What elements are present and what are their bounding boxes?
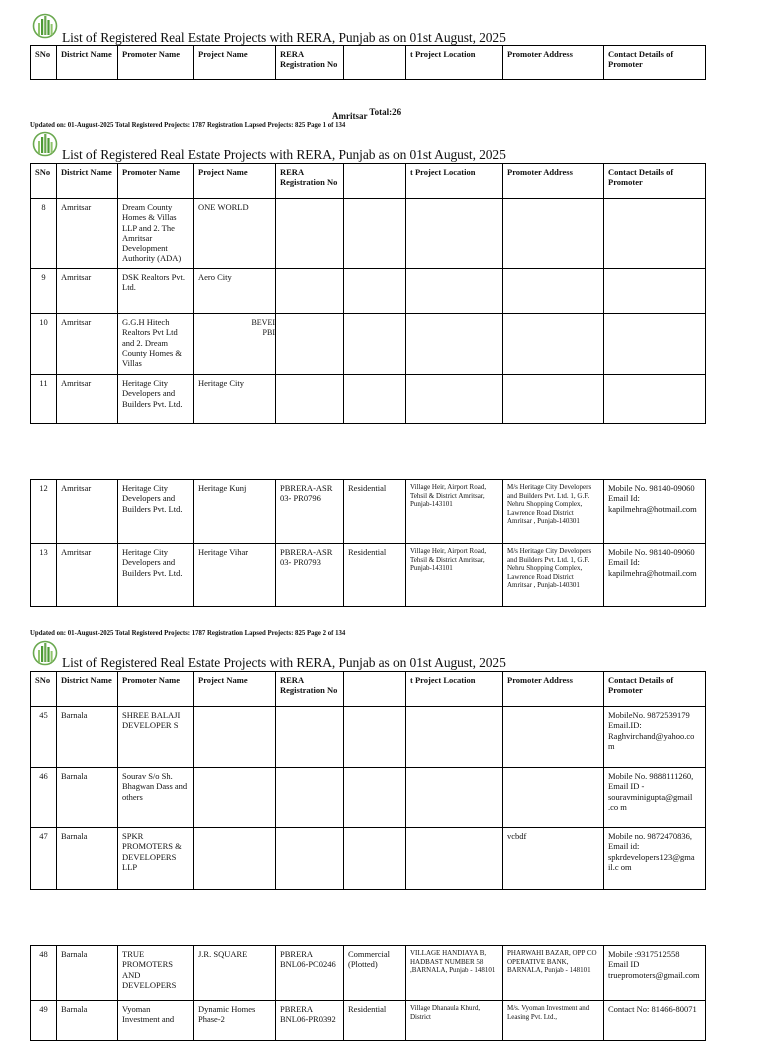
cell-rera (276, 707, 344, 768)
rera-logo-icon (32, 13, 58, 43)
col-district: District Name (57, 164, 118, 199)
cell-location (406, 707, 503, 768)
cell-project: Heritage City (194, 375, 276, 424)
col-rera: RERA Registration No (276, 164, 344, 199)
cell-rera (276, 269, 344, 314)
page-footer-1: Updated on: 01-August-2025 Total Registered Projects: 1787 Registration Lapsed Projects: 825 Page 1 of 134 (30, 122, 346, 129)
cell-address: vcbdf (503, 828, 604, 890)
cell-promoter: TRUE PROMOTERS AND DEVELOPERS (118, 946, 194, 1001)
total-label: Total:26 (369, 107, 402, 117)
cell-contact (604, 199, 706, 269)
cell-address: M/s. Vyoman Investment and Leasing Pvt. Ltd., (503, 1001, 604, 1041)
cell-rera: PBRERA-ASR 03- PR0796 (276, 480, 344, 544)
cell-project (194, 314, 276, 375)
col-project: Project Name (194, 672, 276, 707)
col-sno: SNo (31, 672, 57, 707)
cell-project (194, 768, 276, 828)
cell-sno: 45 (31, 707, 57, 768)
cell-contact (604, 314, 706, 375)
cell-promoter: Dream County Homes & Villas LLP and 2. The Amritsar Development Authority (ADA) (118, 199, 194, 269)
table-row (31, 199, 706, 269)
col-district: District Name (57, 46, 118, 80)
cell-rera (276, 828, 344, 890)
cell-project: Aero City (194, 269, 276, 314)
cell-sno: 11 (31, 375, 57, 424)
cell-contact: Mobile No. 98140-09060 Email Id: kapilmehra@hotmail.com (604, 480, 706, 544)
cell-type (344, 269, 406, 314)
page-title: List of Registered Real Estate Projects with RERA, Punjab as on 01st August, 2025 (62, 30, 506, 45)
cell-promoter: Heritage City Developers and Builders Pvt. Ltd. (118, 375, 194, 424)
col-contact: Contact Details of Promoter (604, 46, 706, 80)
cell-type: Residential (344, 544, 406, 607)
rera-logo-icon (32, 640, 58, 670)
col-type (344, 46, 406, 80)
col-rera: RERA Registration No (276, 672, 344, 707)
cell-district: Barnala (57, 707, 118, 768)
cell-district: Barnala (57, 946, 118, 1001)
table-row (31, 707, 706, 768)
cell-project: Dynamic Homes Phase-2 (194, 1001, 276, 1041)
cell-location (406, 375, 503, 424)
table-row (31, 375, 706, 424)
cell-location (406, 768, 503, 828)
fragment-line-1: BEVEI (251, 318, 275, 327)
cell-address (503, 314, 604, 375)
col-type (344, 164, 406, 199)
projects-table-4 (30, 671, 706, 890)
cell-sno: 48 (31, 946, 57, 1001)
cell-promoter: DSK Realtors Pvt. Ltd. (118, 269, 194, 314)
col-promoter: Promoter Name (118, 164, 194, 199)
cell-sno: 49 (31, 1001, 57, 1041)
cell-district: Amritsar (57, 269, 118, 314)
cell-rera: PBRERA BNL06-PR0392 (276, 1001, 344, 1041)
cell-contact (604, 269, 706, 314)
col-rera: RERA Registration No (276, 46, 344, 80)
cell-rera: PBRERA-ASR 03- PR0793 (276, 544, 344, 607)
cell-location: Village Heir, Airport Road, Tehsil & District Amritsar, Punjab-143101 (406, 544, 503, 607)
cell-project: Heritage Vihar (194, 544, 276, 607)
cell-address (503, 768, 604, 828)
cell-sno: 12 (31, 480, 57, 544)
rera-logo-icon (32, 131, 58, 161)
col-contact: Contact Details of Promoter (604, 672, 706, 707)
cell-project: Heritage Kunj (194, 480, 276, 544)
cell-contact: Mobile no. 9872470836, Email id: spkrdevelopers123@gma il.c om (604, 828, 706, 890)
table-row (31, 946, 706, 1001)
cell-address (503, 707, 604, 768)
col-promoter: Promoter Name (118, 46, 194, 80)
table-row (31, 828, 706, 890)
col-contact: Contact Details of Promoter (604, 164, 706, 199)
cell-district: Barnala (57, 768, 118, 828)
cell-promoter: Heritage City Developers and Builders Pvt. Ltd. (118, 544, 194, 607)
cell-district: Amritsar (57, 314, 118, 375)
page-title: List of Registered Real Estate Projects with RERA, Punjab as on 01st August, 2025 (62, 655, 506, 670)
cell-contact: Mobile No. 98140-09060 Email Id: kapilmehra@hotmail.com (604, 544, 706, 607)
col-sno: SNo (31, 164, 57, 199)
cell-project (194, 828, 276, 890)
cell-promoter: G.G.H Hitech Realtors Pvt Ltd and 2. Dream County Homes & Villas (118, 314, 194, 375)
cell-address (503, 375, 604, 424)
cell-type: Commercial (Plotted) (344, 946, 406, 1001)
cell-location (406, 314, 503, 375)
cell-address: M/s Heritage City Developers and Builders Pvt. Ltd. 1, G.F. Nehru Shopping Complex, Lawrence Road District Amritsar , Punjab-140301 (503, 480, 604, 544)
col-sno: SNo (31, 46, 57, 80)
table-row (31, 314, 706, 375)
cell-rera (276, 375, 344, 424)
col-location: t Project Location (406, 164, 503, 199)
cell-contact: Mobile No. 9888111260, Email ID - souravminigupta@gmail .co m (604, 768, 706, 828)
col-district: District Name (57, 672, 118, 707)
col-location: t Project Location (406, 46, 503, 80)
cell-promoter: SPKR PROMOTERS & DEVELOPERS LLP (118, 828, 194, 890)
cell-type (344, 707, 406, 768)
col-project: Project Name (194, 164, 276, 199)
cell-promoter: SHREE BALAJI DEVELOPER S (118, 707, 194, 768)
cell-district: Amritsar (57, 480, 118, 544)
cell-type: Residential (344, 480, 406, 544)
col-address: Promoter Address (503, 164, 604, 199)
cut-project-name (251, 318, 275, 338)
cell-rera: PBRERA BNL06-PC0246 (276, 946, 344, 1001)
cell-project: ONE WORLD (194, 199, 276, 269)
cell-sno: 8 (31, 199, 57, 269)
cell-type: Residential (344, 1001, 406, 1041)
page-footer-2: Updated on: 01-August-2025 Total Registered Projects: 1787 Registration Lapsed Projects: 825 Page 2 of 134 (30, 630, 346, 637)
cell-contact: Mobile :9317512558 Email ID truepromoters@gmail.com (604, 946, 706, 1001)
cell-district: Amritsar (57, 199, 118, 269)
cell-district: Barnala (57, 828, 118, 890)
col-project: Project Name (194, 46, 276, 80)
col-location: t Project Location (406, 672, 503, 707)
cell-location: VILLAGE HANDIAYA B, HADBAST NUMBER 58 ,BARNALA, Punjab - 148101 (406, 946, 503, 1001)
cell-address: M/s Heritage City Developers and Builders Pvt. Ltd. 1, G.F. Nehru Shopping Complex, Lawrence Road District Amritsar , Punjab-140301 (503, 544, 604, 607)
cell-contact: Contact No: 81466-80071 (604, 1001, 706, 1041)
table-row (31, 768, 706, 828)
cell-address (503, 269, 604, 314)
cell-type (344, 375, 406, 424)
cell-rera (276, 768, 344, 828)
cell-type (344, 828, 406, 890)
col-promoter: Promoter Name (118, 672, 194, 707)
cell-sno: 47 (31, 828, 57, 890)
col-address: Promoter Address (503, 46, 604, 80)
table-row (31, 269, 706, 314)
cell-rera (276, 199, 344, 269)
cell-address (503, 199, 604, 269)
cell-project: J.R. SQUARE (194, 946, 276, 1001)
table-row (31, 1001, 706, 1041)
cell-contact (604, 375, 706, 424)
cell-promoter: Sourav S/o Sh. Bhagwan Dass and others (118, 768, 194, 828)
cell-district: Barnala (57, 1001, 118, 1041)
district-total (332, 107, 402, 121)
cell-location (406, 269, 503, 314)
cell-type (344, 768, 406, 828)
projects-table-3 (30, 479, 706, 607)
cell-type (344, 199, 406, 269)
table-row (31, 480, 706, 544)
cell-project (194, 707, 276, 768)
cell-location: Village Dhanaula Khurd, District (406, 1001, 503, 1041)
cell-sno: 9 (31, 269, 57, 314)
cell-contact: MobileNo. 9872539179 Email.ID: Raghvirchand@yahoo.co m (604, 707, 706, 768)
col-type (344, 672, 406, 707)
cell-promoter: Heritage City Developers and Builders Pvt. Ltd. (118, 480, 194, 544)
cell-sno: 46 (31, 768, 57, 828)
cell-location: Village Heir, Airport Road, Tehsil & District Amritsar, Punjab-143101 (406, 480, 503, 544)
col-address: Promoter Address (503, 672, 604, 707)
header-table (30, 45, 706, 80)
cell-sno: 10 (31, 314, 57, 375)
cell-address: PHARWAHI BAZAR, OPP CO OPERATIVE BANK, BARNALA, Punjab - 148101 (503, 946, 604, 1001)
district-label: Amritsar (332, 111, 368, 121)
cell-district: Amritsar (57, 544, 118, 607)
fragment-line-2: PBI (262, 328, 275, 337)
cell-location (406, 199, 503, 269)
projects-table-5 (30, 945, 706, 1041)
cell-district: Amritsar (57, 375, 118, 424)
cell-location (406, 828, 503, 890)
page-title: List of Registered Real Estate Projects with RERA, Punjab as on 01st August, 2025 (62, 147, 506, 162)
cell-promoter: Vyoman Investment and (118, 1001, 194, 1041)
cell-type (344, 314, 406, 375)
cell-rera (276, 314, 344, 375)
projects-table-2 (30, 163, 706, 424)
table-row (31, 544, 706, 607)
cell-sno: 13 (31, 544, 57, 607)
